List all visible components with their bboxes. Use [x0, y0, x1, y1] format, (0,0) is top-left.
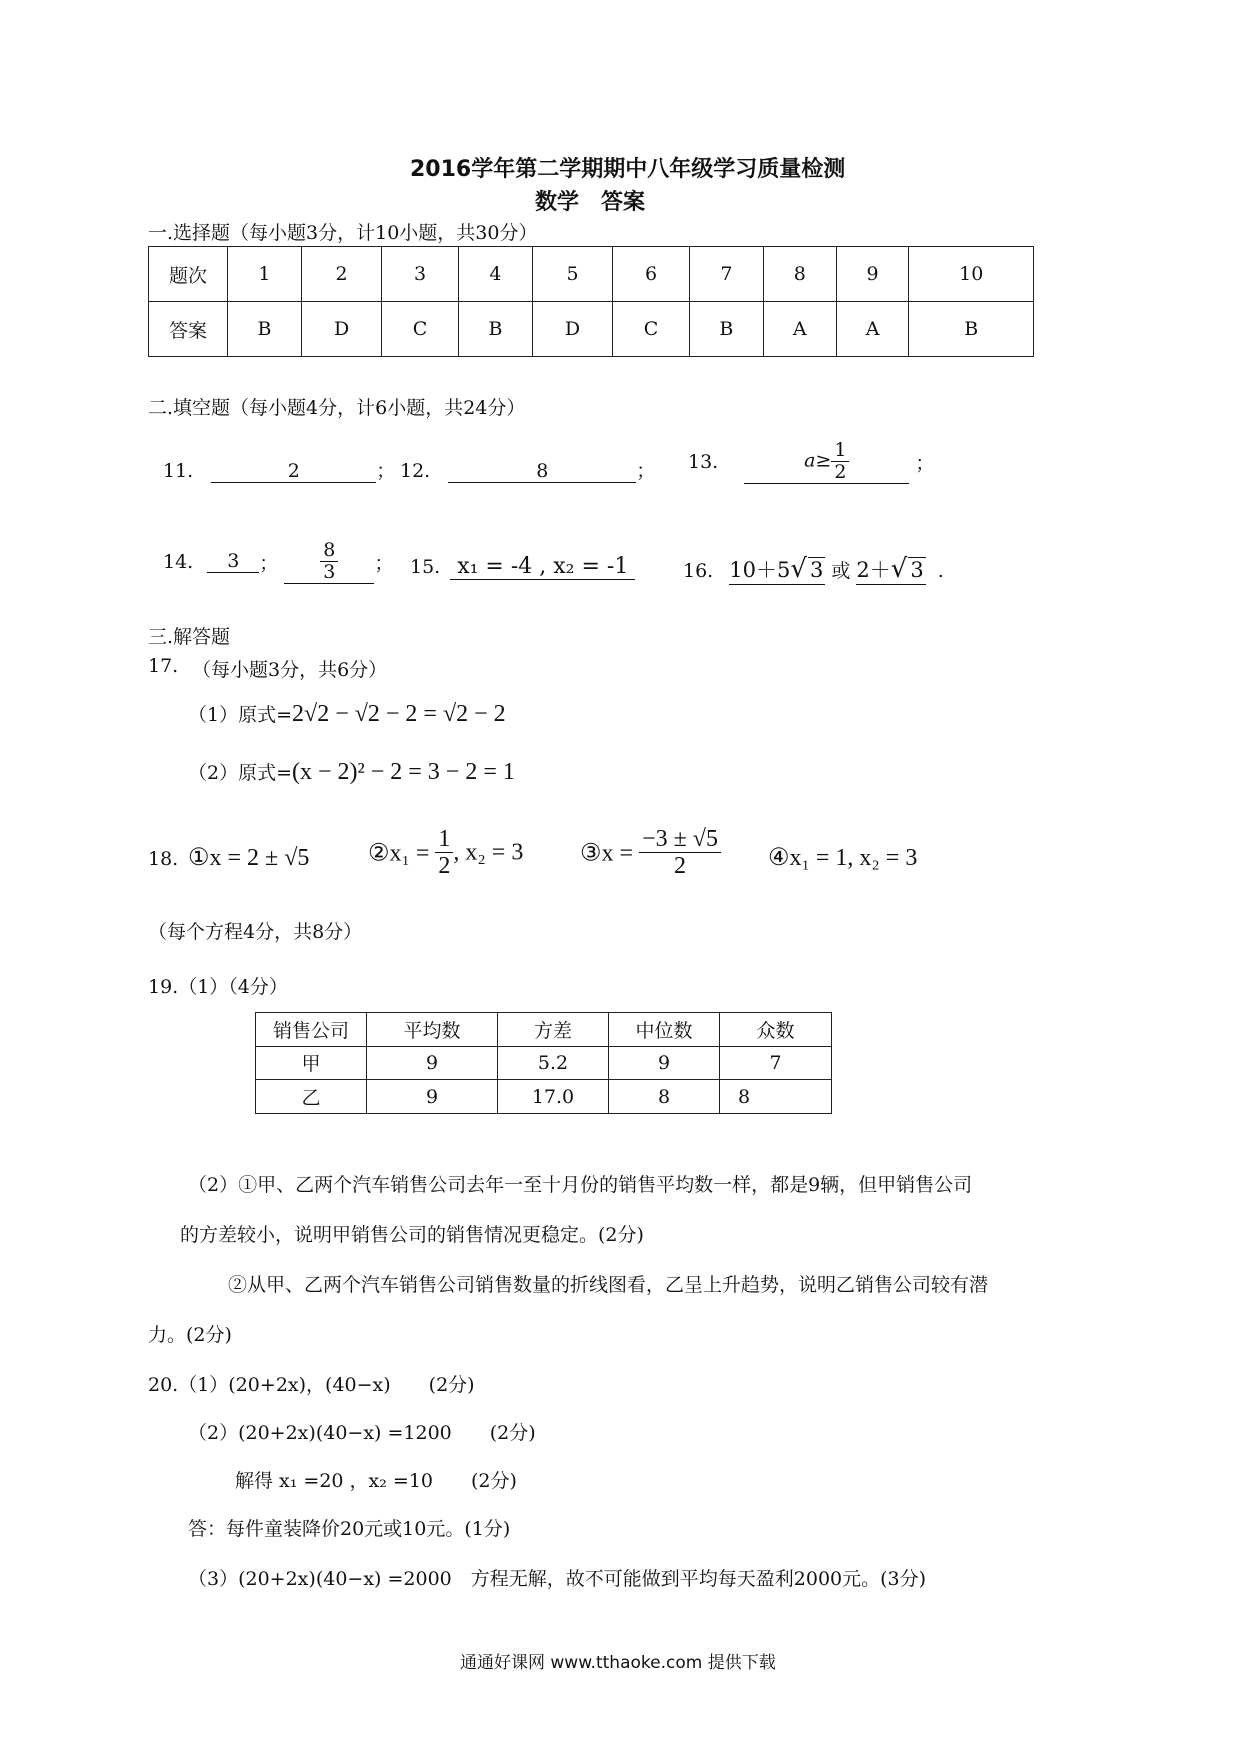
q17-2-expr: (x − 2)² − 2 = 3 − 2 = 1: [292, 759, 515, 785]
section3-heading: 三.解答题: [148, 626, 231, 648]
q20-4: 答：每件童装降价20元或10元。(1分): [188, 1518, 511, 1540]
table-row: [256, 1046, 832, 1080]
choice-answer-table: [148, 246, 1034, 357]
q13-fraction: [831, 440, 849, 483]
table-cell: 8: [763, 247, 836, 302]
fraction-numerator: 1: [435, 826, 453, 853]
q15-label: 15.: [410, 556, 441, 578]
table-cell: 9: [367, 1080, 498, 1114]
table-cell: 5.2: [498, 1046, 609, 1080]
q11-label: 11.: [163, 460, 194, 482]
q12: [400, 456, 655, 483]
table-cell: 5: [532, 247, 612, 302]
separator: ；: [915, 452, 935, 475]
q17-note: （每小题3分，共6分）: [192, 659, 388, 681]
fraction-denominator: 3: [323, 560, 336, 583]
q19-statistics-table: [255, 1012, 832, 1114]
table-header-cell: 平均数: [367, 1013, 498, 1047]
table-cell: B: [909, 302, 1034, 357]
sqrt-icon: √: [790, 554, 807, 584]
page-title: 2016学年第二学期期中八年级学习质量检测: [410, 157, 846, 182]
table-cell: 7: [689, 247, 763, 302]
sqrt-icon: √: [890, 554, 908, 584]
q14: [163, 540, 393, 584]
q13-answer: [744, 440, 909, 484]
q16-answer-a: [729, 554, 825, 585]
q16-answer-b: [856, 554, 925, 585]
fraction-denominator: 2: [438, 853, 451, 880]
table-cell: 甲: [256, 1046, 367, 1080]
q18-b-pre: ②x₁ =: [368, 840, 430, 867]
q17-part1: [188, 700, 506, 728]
q15: [410, 554, 635, 580]
table-row: [149, 302, 1034, 357]
table-cell: 9: [367, 1046, 498, 1080]
table-header-cell: 销售公司: [256, 1013, 367, 1047]
q13: [688, 440, 934, 484]
q16-or: 或: [831, 560, 851, 582]
separator: ；: [259, 552, 279, 575]
table-cell: A: [763, 302, 836, 357]
table-cell: 8: [720, 1080, 832, 1114]
table-cell: 6: [613, 247, 690, 302]
fraction-denominator: 2: [834, 460, 847, 483]
q19-2-line1: （2）①甲、乙两个汽车销售公司去年一至十月份的销售平均数一样，都是9辆，但甲销售公司: [188, 1174, 973, 1196]
q16-term: 10＋5: [729, 558, 791, 582]
q18-label: 18.: [148, 848, 179, 870]
q20-3: 解得 x₁ =20 ，x₂ =10 (2分): [235, 1470, 517, 1492]
table-header-cell: 题次: [149, 247, 228, 302]
table-cell: 9: [836, 247, 909, 302]
q18-b: [368, 826, 523, 880]
q18-b-post: , x₂ = 3: [453, 839, 524, 866]
q13-label: 13.: [688, 450, 719, 473]
fraction-numerator: 8: [320, 540, 338, 562]
q20-2: （2）(20+2x)(40−x) =1200 (2分): [188, 1422, 536, 1444]
table-cell: 3: [382, 247, 459, 302]
q19-2-line3: ②从甲、乙两个汽车销售公司销售数量的折线图看，乙呈上升趋势，说明乙销售公司较有潜: [228, 1274, 989, 1296]
table-cell: C: [382, 302, 459, 357]
q17-part2: [188, 758, 515, 786]
q17-2-label: （2）原式=: [188, 762, 293, 784]
q13-prefix: a≥: [804, 449, 832, 472]
q20-1: 20.（1）(20+2x)，(40−x) (2分): [148, 1374, 475, 1396]
table-cell: A: [836, 302, 909, 357]
table-header-cell: 众数: [720, 1013, 832, 1047]
separator: ；: [636, 460, 656, 482]
q16-label: 16.: [683, 560, 714, 582]
q18-a: ①x = 2 ± √5: [188, 845, 310, 871]
section2-heading: 二.填空题（每小题4分，计6小题，共24分）: [148, 397, 526, 419]
table-cell: 1: [228, 247, 302, 302]
fraction-numerator: −3 ± √5: [639, 826, 721, 853]
table-cell: 2: [301, 247, 381, 302]
q16-term: 2＋: [856, 558, 891, 582]
table-cell: D: [301, 302, 381, 357]
table-row: [256, 1013, 832, 1047]
table-cell: 8: [609, 1080, 720, 1114]
radicand: 3: [910, 558, 924, 582]
table-cell: B: [458, 302, 532, 357]
q16: [683, 554, 944, 585]
section1-heading: 一.选择题（每小题3分，计10小题，共30分）: [148, 222, 538, 244]
table-cell: C: [613, 302, 690, 357]
table-cell: 10: [909, 247, 1034, 302]
q11-answer: 2: [211, 460, 376, 483]
separator: ；: [376, 460, 396, 482]
table-cell: 7: [720, 1046, 832, 1080]
q18-c: [580, 826, 721, 880]
q17-label: 17.: [148, 655, 179, 677]
table-cell: 17.0: [498, 1080, 609, 1114]
fraction-denominator: 2: [674, 853, 686, 880]
table-header-cell: 中位数: [609, 1013, 720, 1047]
q14-label: 14.: [163, 550, 194, 573]
q20-5: （3）(20+2x)(40−x) =2000 方程无解，故不可能做到平均每天盈利2000元。(3分): [188, 1568, 927, 1590]
q12-answer: 8: [448, 460, 636, 483]
q19-2-line4: 力。(2分): [148, 1324, 232, 1346]
fraction-numerator: 1: [831, 440, 849, 462]
radicand: 3: [809, 558, 824, 582]
q12-label: 12.: [400, 460, 431, 482]
separator: ；: [374, 552, 394, 575]
table-cell: 乙: [256, 1080, 367, 1114]
q17-1-label: （1）原式=: [188, 704, 293, 726]
q18-note: （每个方程4分，共8分）: [148, 921, 363, 943]
q19-2-line2: 的方差较小，说明甲销售公司的销售情况更稳定。(2分): [180, 1224, 644, 1246]
table-cell: B: [228, 302, 302, 357]
q11: [163, 456, 395, 483]
q14-answer-a: 3: [207, 550, 259, 573]
q19-label: 19.（1）（4分）: [148, 976, 288, 998]
q18-c-pre: ③x =: [580, 840, 634, 867]
page-footer: 通通好课网 www.tthaoke.com 提供下载: [460, 1653, 776, 1673]
q14-answer-b: [284, 540, 374, 584]
table-header-cell: 答案: [149, 302, 228, 357]
q18-d: ④x₁ = 1, x₂ = 3: [768, 845, 918, 871]
table-header-cell: 方差: [498, 1013, 609, 1047]
table-cell: B: [689, 302, 763, 357]
table-cell: 4: [458, 247, 532, 302]
q15-answer: x₁ = -4 , x₂ = -1: [450, 554, 635, 580]
table-row: [149, 247, 1034, 302]
q17-1-expr: 2√2 − √2 − 2 = √2 − 2: [292, 701, 506, 727]
page-subtitle: 数学 答案: [535, 190, 646, 215]
table-cell: D: [532, 302, 612, 357]
period: .: [937, 560, 944, 582]
table-row: [256, 1080, 832, 1114]
table-cell: 9: [609, 1046, 720, 1080]
